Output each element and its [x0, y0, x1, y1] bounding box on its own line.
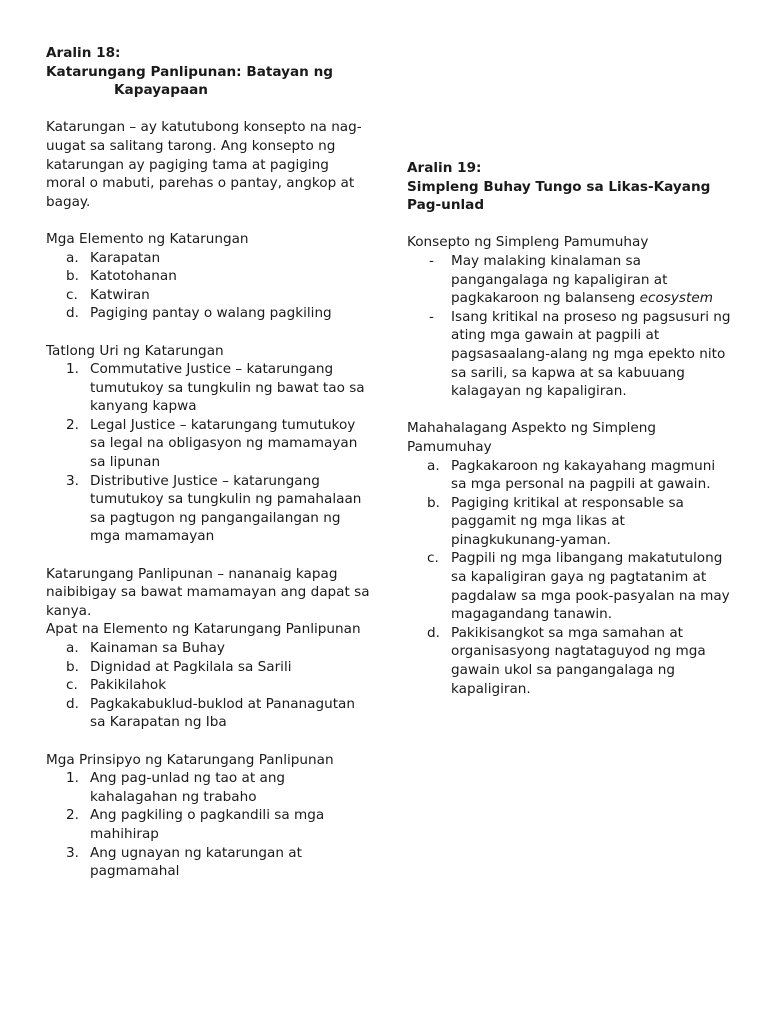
list-item: a. Kainaman sa Buhay	[66, 640, 225, 656]
list-item: c. Pagpili ng mga libangang makatutulong sa kapaligiran gaya ng pagtatanim at pagdalaw sa mga pook-pasyalan na may magagandang tanawin.	[427, 550, 730, 623]
aspects-list	[407, 457, 732, 699]
list-item: b. Katotohanan	[66, 268, 177, 285]
lesson-18-title-line2: Kapayapaan	[114, 82, 208, 99]
list-item: a. Karapatan	[66, 249, 161, 266]
list-item: 1. Ang pag-unlad ng tao at ang kahalagahan ng trabaho	[66, 770, 286, 805]
principles-heading: Mga Prinsipyo ng Katarungang Panlipunan	[46, 751, 334, 768]
list-item: 3. Distributive Justice – katarungang tumutukoy sa tungkulin ng pamahalaan sa pagtugon ng pangangailangan ng mga mamamayan	[66, 472, 362, 545]
four-elements-list	[46, 639, 371, 732]
four-elements-heading: Apat na Elemento ng Katarungang Panlipunan	[46, 621, 361, 638]
lesson-18-title-line1: Katarungang Panlipunan: Batayan ng	[46, 63, 333, 80]
list-item: d. Pakikisangkot sa mga samahan at organisasyong nagtataguyod ng mga gawain ukol sa pangangalaga ng kapaligiran.	[427, 624, 706, 697]
list-item: d. Pagiging pantay o walang pagkiling	[66, 305, 332, 322]
lesson-18-label: Aralin 18:	[46, 45, 121, 61]
list-item: b. Pagiging kritikal at responsable sa paggamit ng mga likas at pinagkukunang-yaman.	[427, 494, 684, 548]
list-item: 2. Legal Justice – katarungang tumutukoy sa legal na obligasyon ng mamamayan sa lipunan	[66, 416, 358, 471]
lesson-19-title: Simpleng Buhay Tungo sa Likas-Kayang Pag-unlad	[407, 178, 711, 214]
elements-heading: Mga Elemento ng Katarungan	[46, 230, 249, 247]
ecosystem-term: ecosystem	[639, 290, 713, 307]
right-column	[407, 159, 732, 698]
list-item: a. Pagkakaroon ng kakayahang magmuni sa mga personal na pagpili at gawain.	[427, 457, 716, 493]
list-item: 1. Commutative Justice – katarungang tumutukoy sa tungkulin ng bawat tao sa kanyang kapwa	[66, 361, 365, 415]
lesson-19-label: Aralin 19:	[407, 160, 482, 176]
list-item: c. Pakikilahok	[66, 677, 167, 694]
types-list	[46, 360, 371, 546]
concept-heading: Konsepto ng Simpleng Pamumuhay	[407, 234, 649, 251]
katarungan-definition: Katarungan – ay katutubong konsepto na nag-uugat sa salitang tarong. Ang konsepto ng katarungan ay pagiging tama at pagiging moral o mabuti, parehas o pantay, angkop at bagay.	[46, 119, 362, 210]
list-item: - May malaking kinalaman sa pangangalaga ng kapaligiran at pagkakaroon ng balanseng ecosystem	[429, 252, 713, 307]
list-item: b. Dignidad at Pagkilala sa Sarili	[66, 658, 292, 675]
aspects-heading: Mahahalagang Aspekto ng Simpleng Pamumuhay	[407, 420, 657, 455]
list-item: 3. Ang ugnayan ng katarungan at pagmamahal	[66, 844, 302, 880]
concept-list	[407, 252, 732, 401]
list-item: 2. Ang pagkiling o pagkandili sa mga mahihirap	[66, 807, 325, 842]
principles-list	[46, 769, 371, 881]
elements-list	[46, 249, 371, 323]
lesson-18-heading	[46, 44, 371, 100]
list-item: c. Katwiran	[66, 286, 150, 303]
list-item: - Isang kritikal na proseso ng pagsusuri ng ating mga gawain at pagpili at pagsasaalang-alang ng mga epekto nito sa sarili, sa kapwa at sa kabuuang kalagayan ng kapaligiran.	[429, 308, 731, 400]
list-item: d. Pagkakabuklud-buklod at Pananagutan sa Karapatan ng Iba	[66, 695, 355, 731]
types-heading: Tatlong Uri ng Katarungan	[46, 342, 224, 359]
social-justice-definition: Katarungang Panlipunan – nananaig kapag naibibigay sa bawat mamamayan ang dapat sa kanya.	[46, 565, 370, 619]
left-column	[46, 44, 371, 881]
lesson-19-heading	[407, 159, 732, 215]
